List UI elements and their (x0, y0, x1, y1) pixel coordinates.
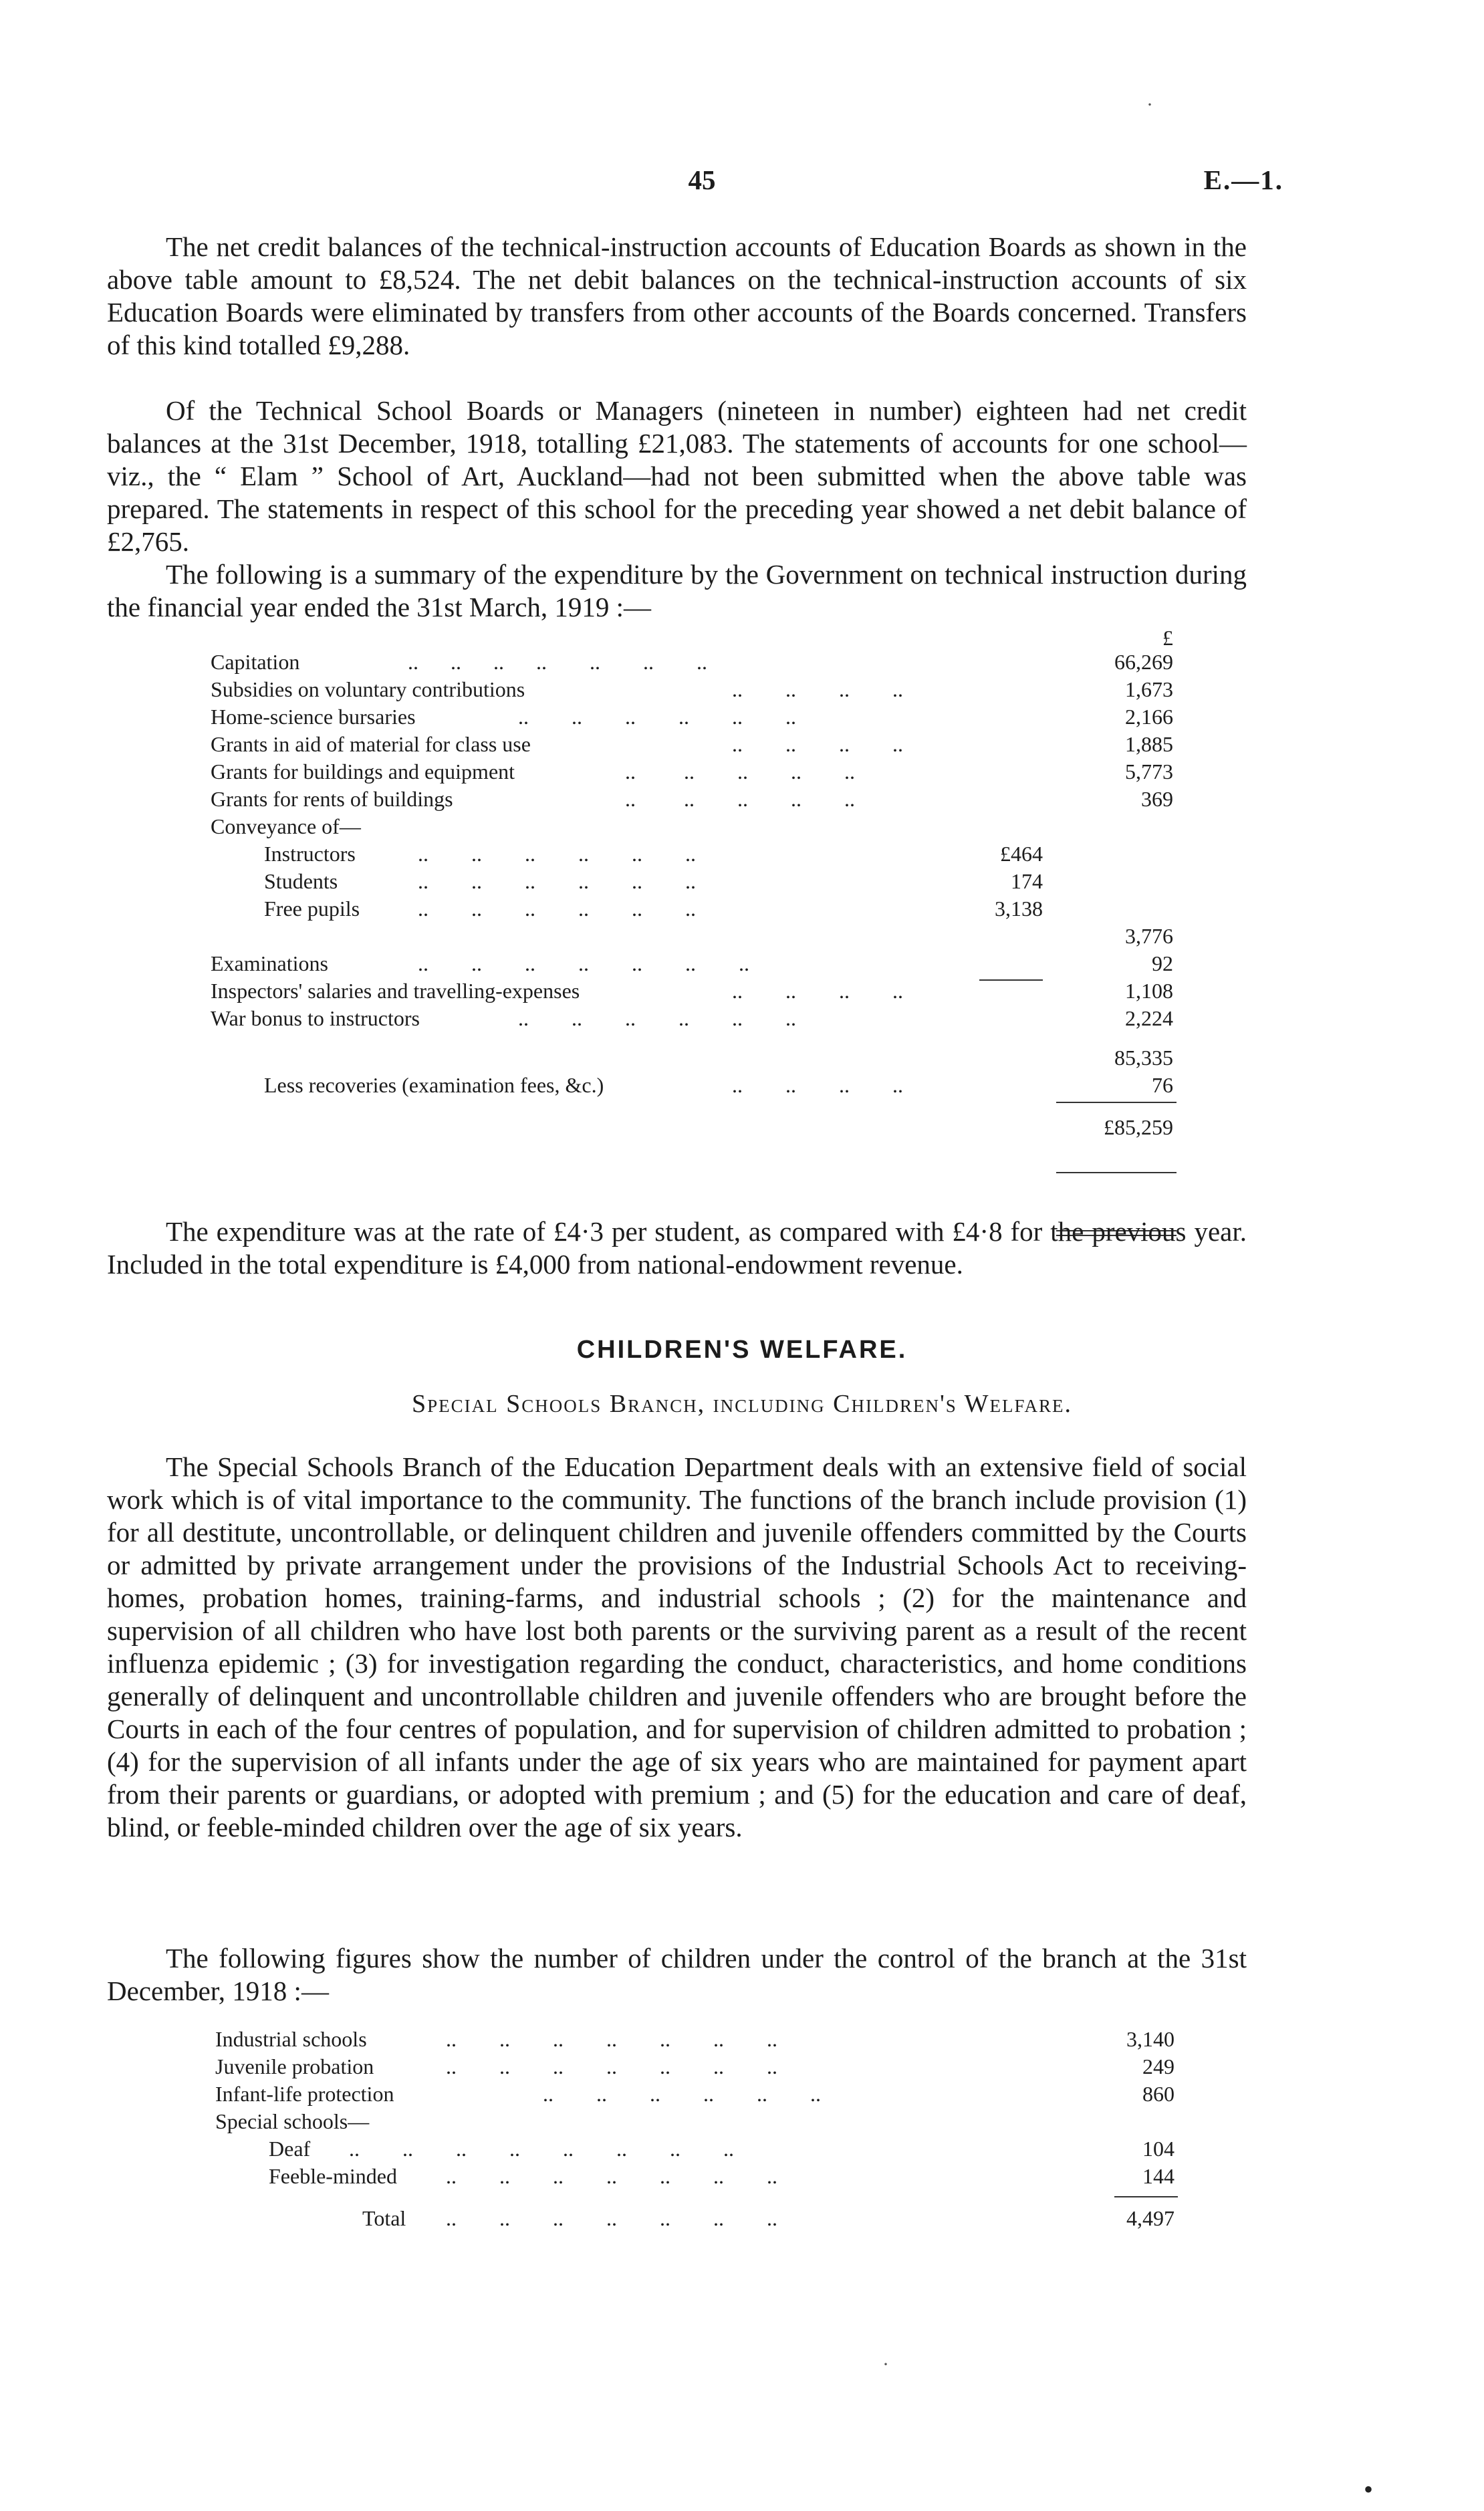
scan-mark-icon: · (882, 2353, 889, 2375)
table-row (211, 813, 1187, 840)
leader-dots: .. .. .. .. (732, 1073, 903, 1097)
leader-dots: .. .. .. .. .. .. (418, 869, 696, 893)
paragraph-expenditure-intro: The following is a summary of the expenditure by the Government on technical instruction during the financial year ended the 31st March, 1919 :— (107, 559, 1247, 622)
gross-total: 85,335 (1114, 1046, 1173, 1070)
row-value: 1,108 (1125, 979, 1173, 1003)
net-total-rule (1056, 1172, 1177, 1173)
row-label: Less recoveries (examination fees, &c.) (264, 1073, 604, 1097)
currency-header: £ (1162, 626, 1173, 650)
leader-dots: .. .. .. .. .. .. (418, 842, 696, 866)
section-heading: CHILDREN'S WELFARE. (576, 1336, 908, 1364)
leader-dots: .. .. .. .. .. .. (418, 896, 696, 921)
leader-dots: .. .. .. .. (732, 732, 903, 756)
row-label: Grants for rents of buildings (211, 787, 453, 811)
table-row (211, 977, 1187, 1005)
table-row (211, 923, 1187, 950)
leader-dots: .. .. .. .. .. (625, 787, 855, 811)
row-value: 860 (1142, 2082, 1174, 2106)
row-label: Feeble-minded (269, 2164, 397, 2188)
row-value: 144 (1142, 2164, 1174, 2188)
row-label: Inspectors' salaries and travelling-expenses (211, 979, 580, 1003)
row-label: Students (264, 869, 338, 893)
table-row (211, 731, 1187, 758)
table-row (211, 758, 1187, 786)
paragraph-rate-per-student: The expenditure was at the rate of £4·3 per student, as compared with £4·8 for the previous year. Included in the total expenditure is £4,000 from national-endowment revenue. (107, 1216, 1247, 1280)
row-subvalue: 174 (1011, 869, 1043, 893)
document-reference: E.—1. (1203, 164, 1283, 195)
row-subvalue: £464 (1000, 842, 1043, 866)
row-value: 104 (1142, 2137, 1174, 2161)
table-row (215, 2135, 1191, 2163)
table-row (215, 2205, 1191, 2232)
row-label: Special schools— (215, 2109, 370, 2133)
table-row (215, 2053, 1191, 2080)
row-label: Home-science bursaries (211, 705, 416, 729)
leader-dots: .. .. .. .. .. .. .. (446, 2164, 777, 2188)
row-label: Deaf (269, 2137, 311, 2161)
row-label: Instructors (264, 842, 356, 866)
table-row (211, 1044, 1187, 1072)
leader-dots: .. .. .. .. .. .. .. .. (349, 2137, 734, 2161)
paragraph-special-schools: The Special Schools Branch of the Education Department deals with an extensive field of social work which is of vital importance to the community. The functions of the branch include provision (1) for all destitute, uncontrollable, or delinquent children and juvenile offenders committed by the Courts or admitted by private arrangement under the provisions of the Industrial Schools Act to receiving-homes, probation homes, training-farms, and industrial schools ; (2) for the maintenance and supervision of all children who have lost both parents or the surviving parent as a result of the recent influenza epidemic ; (3) for investigation regarding the conduct, characteristics, and home conditions generally of delinquent and uncontrollable children and juvenile offenders who are brought before the Courts in each of the four centres of population, and for supervision of children admitted to probation ; (4) for the supervision of all infants under the age of six years who are maintained for payment apart from their parents or guardians, or adopted with premium ; and (5) for the education and care of deaf, blind, or feeble-minded children over the age of six years. (107, 1451, 1247, 1842)
row-value: 92 (1152, 951, 1173, 975)
row-value: 1,673 (1125, 677, 1173, 701)
leader-dots: .. .. .. .. .. .. (518, 1006, 796, 1030)
table-row (211, 895, 1187, 923)
table-row (215, 2108, 1191, 2135)
net-total: £85,259 (1104, 1115, 1173, 1139)
table-row (211, 786, 1187, 813)
leader-dots: .. .. .. .. .. .. (518, 705, 796, 729)
scan-mark-icon: · (1146, 94, 1153, 116)
table-row (215, 2080, 1191, 2108)
conveyance-total: 3,776 (1125, 924, 1173, 948)
row-value: 5,773 (1125, 759, 1173, 784)
paragraph-technical-boards: Of the Technical School Boards or Managers (nineteen in number) eighteen had net credit balances at the 31st December, 1918, totalling £21,083. The statements of accounts for one school—viz., the “ Elam ” School of Art, Auckland—had not been submitted when the above table was prepared. The statements in respect of this school for the preceding year showed a net debit balance of £2,765. (107, 395, 1247, 557)
row-label: Capitation (211, 650, 300, 674)
section-subheading: Special Schools Branch, including Children's Welfare. (412, 1390, 1072, 1418)
expenditure-table (211, 628, 1187, 1141)
row-value: 4,497 (1126, 2206, 1174, 2230)
leader-dots: .. .. .. .. (732, 677, 903, 701)
row-value: 2,224 (1125, 1006, 1173, 1030)
table-row (211, 1114, 1187, 1141)
row-label: Examinations (211, 951, 328, 975)
scan-mark-icon: • (1364, 2474, 1374, 2504)
leader-dots: .. .. .. .. .. .. .. (418, 951, 749, 975)
paragraph-children-figures: The following figures show the number of children under the control of the branch at the 31st December, 1918 :— (107, 1943, 1247, 2006)
row-label: Grants in aid of material for class use (211, 732, 531, 756)
row-value: 1,885 (1125, 732, 1173, 756)
row-label: War bonus to instructors (211, 1006, 420, 1030)
leader-dots: .. .. .. .. .. .. .. (446, 2054, 777, 2078)
table-row (211, 1005, 1187, 1032)
row-value: 3,140 (1126, 2027, 1174, 2051)
row-label: Conveyance of— (211, 814, 361, 838)
row-value: 2,166 (1125, 705, 1173, 729)
row-label: Grants for buildings and equipment (211, 759, 515, 784)
row-value: 66,269 (1114, 650, 1173, 674)
row-label: Infant-life protection (215, 2082, 394, 2106)
table-row (211, 950, 1187, 977)
row-value: 76 (1152, 1073, 1173, 1097)
table-row (211, 648, 1187, 676)
table-row (215, 2163, 1191, 2190)
leader-dots: .. .. .. .. .. (625, 759, 855, 784)
row-value: 249 (1142, 2054, 1174, 2078)
table-row (211, 676, 1187, 703)
table-row (211, 703, 1187, 731)
table-row (215, 2026, 1191, 2053)
table-row (211, 868, 1187, 895)
leader-dots: .. .. .. .. .. .. (543, 2082, 821, 2106)
paragraph-credit-balances: The net credit balances of the technical-instruction accounts of Education Boards as shown in the above table amount to £8,524. The net debit balances on the technical-instruction accounts of six Education Boards were eliminated by transfers from other accounts of the Boards concerned. Transfers of this kind totalled £9,288. (107, 231, 1247, 360)
row-label: Subsidies on voluntary contributions (211, 677, 525, 701)
row-value: 369 (1141, 787, 1173, 811)
leader-dots: .. .. .. .. .. .. .. (446, 2206, 777, 2230)
row-label: Juvenile probation (215, 2054, 374, 2078)
row-label: Free pupils (264, 896, 360, 921)
table-row (211, 840, 1187, 868)
total-rule (1056, 1102, 1177, 1103)
page-number: 45 (688, 164, 716, 195)
leader-dots: .. .. .. .. (732, 979, 903, 1003)
table-row (211, 1072, 1187, 1099)
leader-dots: .. .. .. .. .. .. .. (446, 2027, 777, 2051)
children-table (215, 2026, 1191, 2232)
row-label: Total (362, 2206, 406, 2230)
leader-dots: .. .. .. .. .. .. .. (408, 650, 707, 674)
total-rule (1114, 2196, 1178, 2197)
row-subvalue: 3,138 (995, 896, 1043, 921)
row-label: Industrial schools (215, 2027, 367, 2051)
